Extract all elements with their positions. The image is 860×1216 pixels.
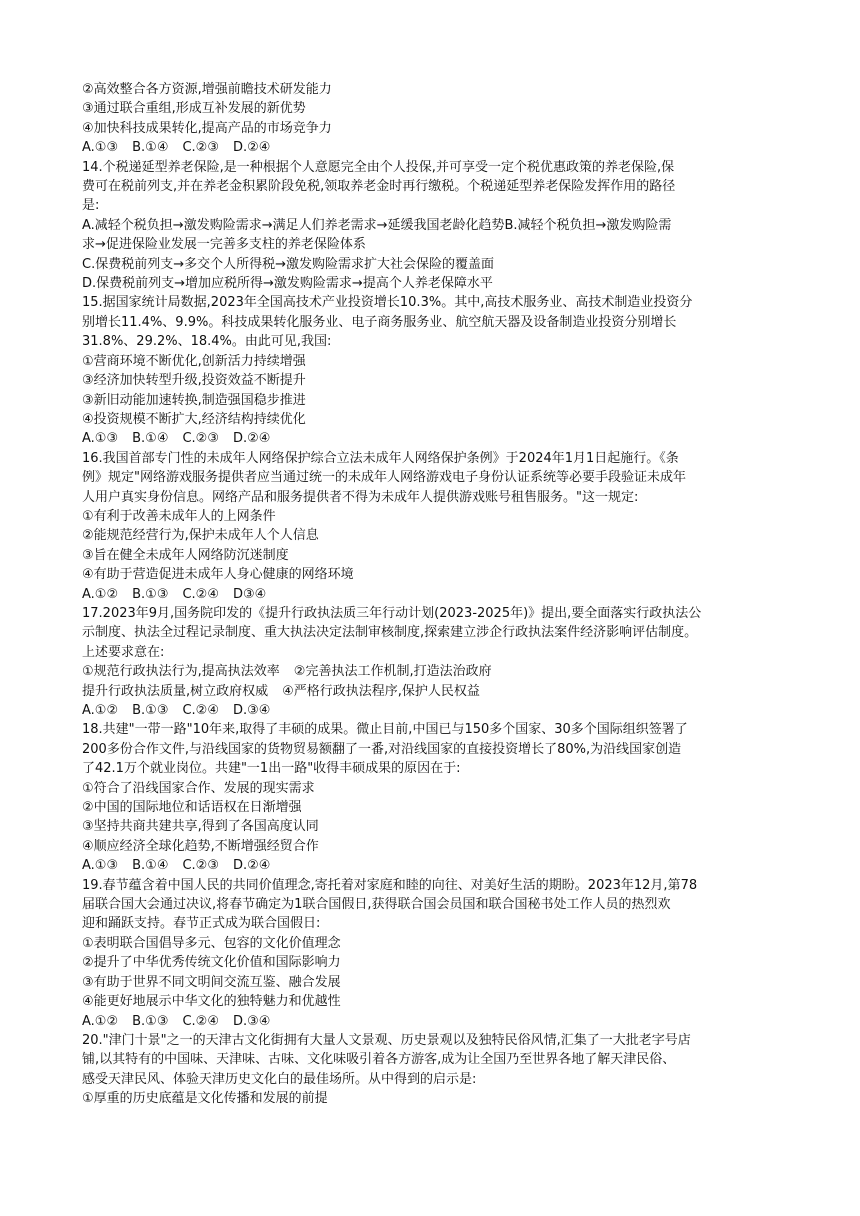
option-line: ②中国的国际地位和话语权在日渐增强 <box>82 800 302 816</box>
option-line: ①符合了沿线国家合作、发展的现实需求 <box>82 780 315 796</box>
exam-page <box>82 80 802 1109</box>
choice-c: C.②③ <box>182 140 219 156</box>
choice-d: D.②④ <box>233 431 271 447</box>
option-4: ④严格行政执法程序,保护人民权益 <box>282 683 480 699</box>
option-line: ④顺应经济全球化趋势,不断增强经贸合作 <box>82 838 319 854</box>
question-stem: 18.共建"一带一路"10年来,取得了丰硕的成果。微止目前,中国已与150多个国家、30多个国际组织签署了 <box>82 722 688 738</box>
choice-a: A.①③ <box>82 431 119 447</box>
question-stem: 迎和踊跃支持。春节正式成为联合国假日: <box>82 916 321 932</box>
option-3: 提升行政执法质量,树立政府权威 <box>82 683 269 699</box>
choice-a: A.①② <box>82 586 119 602</box>
choice-c: C.②④ <box>182 1013 219 1029</box>
question-stem: 例》规定"网络游戏服务提供者应当通过统一的未成年人网络游戏电子身份认证系统等必要手段验证未成年 <box>82 470 686 486</box>
question-stem: 16.我国首部专门性的未成年人网络保护综合立法未成年人网络保护条例》于2024年1月1日起施行。《条 <box>82 450 679 466</box>
question-stem: 费可在税前列支,并在养老金积累阶段免税,领取养老金时再行缴税。个税递延型养老保险发挥作用的路径 <box>82 179 676 195</box>
question-stem: 31.8%、29.2%、18.4%。由此可见,我国: <box>82 334 332 350</box>
option-line: ①营商环境不断优化,创新活力持续增强 <box>82 353 306 369</box>
question-stem: 15.据国家统计局数据,2023年全国高技术产业投资增长10.3%。其中,高技术服务业、高技术制造业投资分 <box>82 295 693 311</box>
question-stem: 200多份合作文件,与沿线国家的货物贸易额翻了一番,对沿线国家的直接投资增长了80%,为沿线国家创造 <box>82 741 682 757</box>
question-stem: 19.春节蕴含着中国人民的共同价值理念,寄托着对家庭和睦的向往、对美好生活的期盼。2023年12月,第78 <box>82 877 698 893</box>
question-16 <box>82 449 802 604</box>
choice-d: D③④ <box>233 586 267 602</box>
question-stem: 别增长11.4%、9.9%。科技成果转化服务业、电子商务服务业、航空航天器及设备制造业投资分别增长 <box>82 314 677 330</box>
question-20 <box>82 1031 802 1109</box>
question-15 <box>82 293 802 448</box>
choice-b: B.①③ <box>132 1013 169 1029</box>
choice-b: B.①④ <box>132 858 169 874</box>
option-line: ④有助于营造促进未成年人身心健康的网络环境 <box>82 567 354 583</box>
option-line: ④投资规模不断扩大,经济结构持续优化 <box>82 411 306 427</box>
option-line: ①有利于改善未成年人的上网条件 <box>82 508 276 524</box>
option-line: ②高效整合各方资源,增强前瞻技术研发能力 <box>82 82 332 97</box>
question-stem: 感受天津民风、体验天津历史文化白的最佳场所。从中得到的启示是: <box>82 1071 477 1087</box>
option-line: ④能更好地展示中华文化的独特魅力和优越性 <box>82 994 341 1010</box>
question-18 <box>82 720 802 875</box>
option-1: ①规范行政执法行为,提高执法效率 <box>82 664 280 680</box>
question-stem: 是: <box>82 198 100 214</box>
option-line: ③旨在健全未成年人网络防沉迷制度 <box>82 547 289 563</box>
answer-choices <box>82 429 802 448</box>
question-stem: 14.个税递延型养老保险,是一种根据个人意愿完全由个人投保,并可享受一定个税优惠政策的养老保险,保 <box>82 159 675 175</box>
option-line: ③坚持共商共建共享,得到了各国高度认同 <box>82 819 319 835</box>
question-stem: 20."津门十景"之一的天津古文化街拥有大量人文景观、历史景观以及独特民俗风情,汇集了一大批老字号店 <box>82 1032 691 1048</box>
choice-d: D.③④ <box>233 703 271 718</box>
choice-a: A.①③ <box>82 858 119 874</box>
question-stem: 届联合国大会通过决议,将春节确定为1联合国假日,获得联合国会员国和联合国秘书处工作人员的热烈欢 <box>82 897 671 913</box>
option-line: ③有助于世界不同文明间交流互鉴、融合发展 <box>82 974 341 990</box>
choice-d: D.②④ <box>233 858 271 874</box>
option-line: A.减轻个税负担→激发购险需求→满足人们养老需求→延缓我国老龄化趋势B.减轻个税负担→激发购险需 <box>82 217 672 233</box>
option-line: D.保费税前列支→增加应税所得→激发购险需求→提高个人养老保障水平 <box>82 276 493 292</box>
question-stem: 人用户真实身份信息。网络产品和服务提供者不得为未成年人提供游戏账号租售服务。"这一规定: <box>82 489 639 505</box>
answer-choices <box>82 138 802 157</box>
option-line: ④加快科技成果转化,提高产品的市场竞争力 <box>82 120 332 136</box>
option-2: ②完善执法工作机制,打造法治政府 <box>293 664 492 680</box>
option-line: ①厚重的历史底蕴是文化传播和发展的前提 <box>82 1091 328 1107</box>
choice-d: D.②④ <box>233 140 271 156</box>
choice-b: B.①③ <box>132 586 169 602</box>
choice-d: D.③④ <box>233 1013 271 1029</box>
choice-c: C.②④ <box>182 586 219 602</box>
answer-choices <box>82 856 802 875</box>
choice-b: B.①④ <box>132 140 169 156</box>
question-13-tail <box>82 80 802 158</box>
question-stem: 了42.1万个就业岗位。共建"一1出一路"收得丰硕成果的原因在于: <box>82 761 461 777</box>
question-17 <box>82 604 802 720</box>
option-line <box>82 662 802 681</box>
answer-choices <box>82 585 802 604</box>
option-line: 求→促进保险业发展一完善多支柱的养老保险体系 <box>82 237 366 253</box>
choice-c: C.②④ <box>182 703 219 718</box>
question-stem: 示制度、执法全过程记录制度、重大执法决定法制审核制度,探索建立涉企行政执法案件经济影响评估制度。 <box>82 625 698 641</box>
question-stem: 铺,以其特有的中国味、天津味、古味、文化味吸引着各方游客,成为让全国乃至世界各地了解天津民俗、 <box>82 1052 676 1068</box>
option-line <box>82 682 802 701</box>
question-14 <box>82 158 802 294</box>
answer-choices <box>82 701 802 720</box>
question-19 <box>82 876 802 1031</box>
choice-a: A.①② <box>82 1013 119 1029</box>
option-line: ②提升了中华优秀传统文化价值和国际影响力 <box>82 955 341 971</box>
option-line: ②能规范经营行为,保护未成年人个人信息 <box>82 528 319 544</box>
choice-c: C.②③ <box>182 431 219 447</box>
option-line: ③通过联合重组,形成互补发展的新优势 <box>82 101 306 117</box>
question-stem: 上述要求意在: <box>82 644 165 660</box>
choice-a: A.①② <box>82 703 119 718</box>
choice-c: C.②③ <box>182 858 219 874</box>
option-line: ③新旧动能加速转换,制造强国稳步推进 <box>82 392 306 408</box>
option-line: ①表明联合国倡导多元、包容的文化价值理念 <box>82 935 341 951</box>
option-line: ③经济加快转型升级,投资效益不断提升 <box>82 373 306 389</box>
choice-b: B.①③ <box>132 703 169 718</box>
choice-b: B.①④ <box>132 431 169 447</box>
question-stem: 17.2023年9月,国务院印发的《提升行政执法质三年行动计划(2023-2025年)》提出,要全面落实行政执法公 <box>82 605 702 621</box>
option-line: C.保费税前列支→多交个人所得税→激发购险需求扩大社会保险的覆盖面 <box>82 256 494 272</box>
choice-a: A.①③ <box>82 140 119 156</box>
answer-choices <box>82 1012 802 1031</box>
